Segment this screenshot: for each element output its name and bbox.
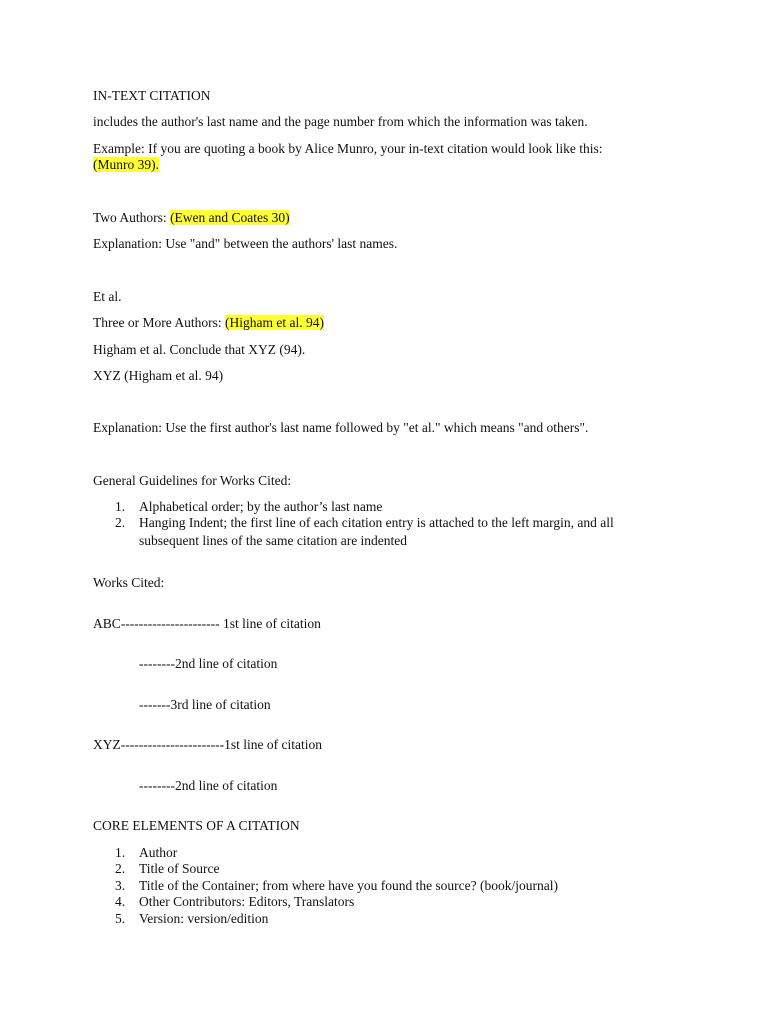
section-heading: IN-TEXT CITATION (93, 88, 211, 103)
three-authors-line (93, 314, 324, 331)
list-number: 3. (115, 878, 126, 893)
two-authors-line (93, 209, 290, 226)
list-text: Other Contributors: Editors, Translators (139, 894, 355, 909)
list-text-continuation: subsequent lines of the same citation are indented (139, 533, 408, 548)
list-text: Title of Source (139, 861, 220, 876)
et-al-explanation: Explanation: Use the first author's last name followed by "et al." which means "and others". (93, 420, 589, 435)
list-text: Alphabetical order; by the author’s last name (139, 499, 383, 514)
list-number: 1. (115, 845, 126, 860)
et-al-title: Et al. (93, 289, 122, 304)
list-number: 4. (115, 894, 126, 909)
three-authors-label: Three or More Authors: (93, 315, 225, 330)
list-text: Author (139, 845, 178, 860)
citation-line: XYZ-----------------------1st line of citation (93, 737, 322, 752)
list-number: 5. (115, 911, 126, 926)
two-authors-explanation: Explanation: Use "and" between the authors' last names. (93, 236, 398, 251)
intro-text: includes the author's last name and the page number from which the information was taken. (93, 114, 588, 129)
et-al-example-2: XYZ (Higham et al. 94) (93, 368, 224, 383)
guidelines-title: General Guidelines for Works Cited: (93, 473, 292, 488)
citation-line: ABC---------------------- 1st line of citation (93, 616, 321, 631)
highlight-higham: (Higham et al. 94) (224, 315, 324, 330)
list-number: 2. (115, 861, 126, 876)
core-elements-title: CORE ELEMENTS OF A CITATION (93, 818, 300, 833)
list-number: 2. (115, 515, 126, 530)
list-text: Hanging Indent; the first line of each citation entry is attached to the left margin, and all (139, 515, 614, 530)
citation-line: --------2nd line of citation (139, 656, 278, 671)
works-cited-title: Works Cited: (93, 575, 165, 590)
et-al-example-1: Higham et al. Conclude that XYZ (94). (93, 342, 306, 357)
citation-line: --------2nd line of citation (139, 778, 278, 793)
example-text: Example: If you are quoting a book by Alice Munro, your in-text citation would look like this: (93, 141, 603, 156)
list-number: 1. (115, 499, 126, 514)
highlight-ewen-coates: (Ewen and Coates 30) (170, 210, 290, 225)
list-text: Title of the Container; from where have you found the source? (book/journal) (139, 878, 559, 893)
example-citation (93, 156, 159, 173)
citation-line: -------3rd line of citation (139, 697, 271, 712)
list-text: Version: version/edition (139, 911, 269, 926)
two-authors-label: Two Authors: (93, 210, 171, 225)
highlight-munro: (Munro 39). (93, 157, 159, 172)
